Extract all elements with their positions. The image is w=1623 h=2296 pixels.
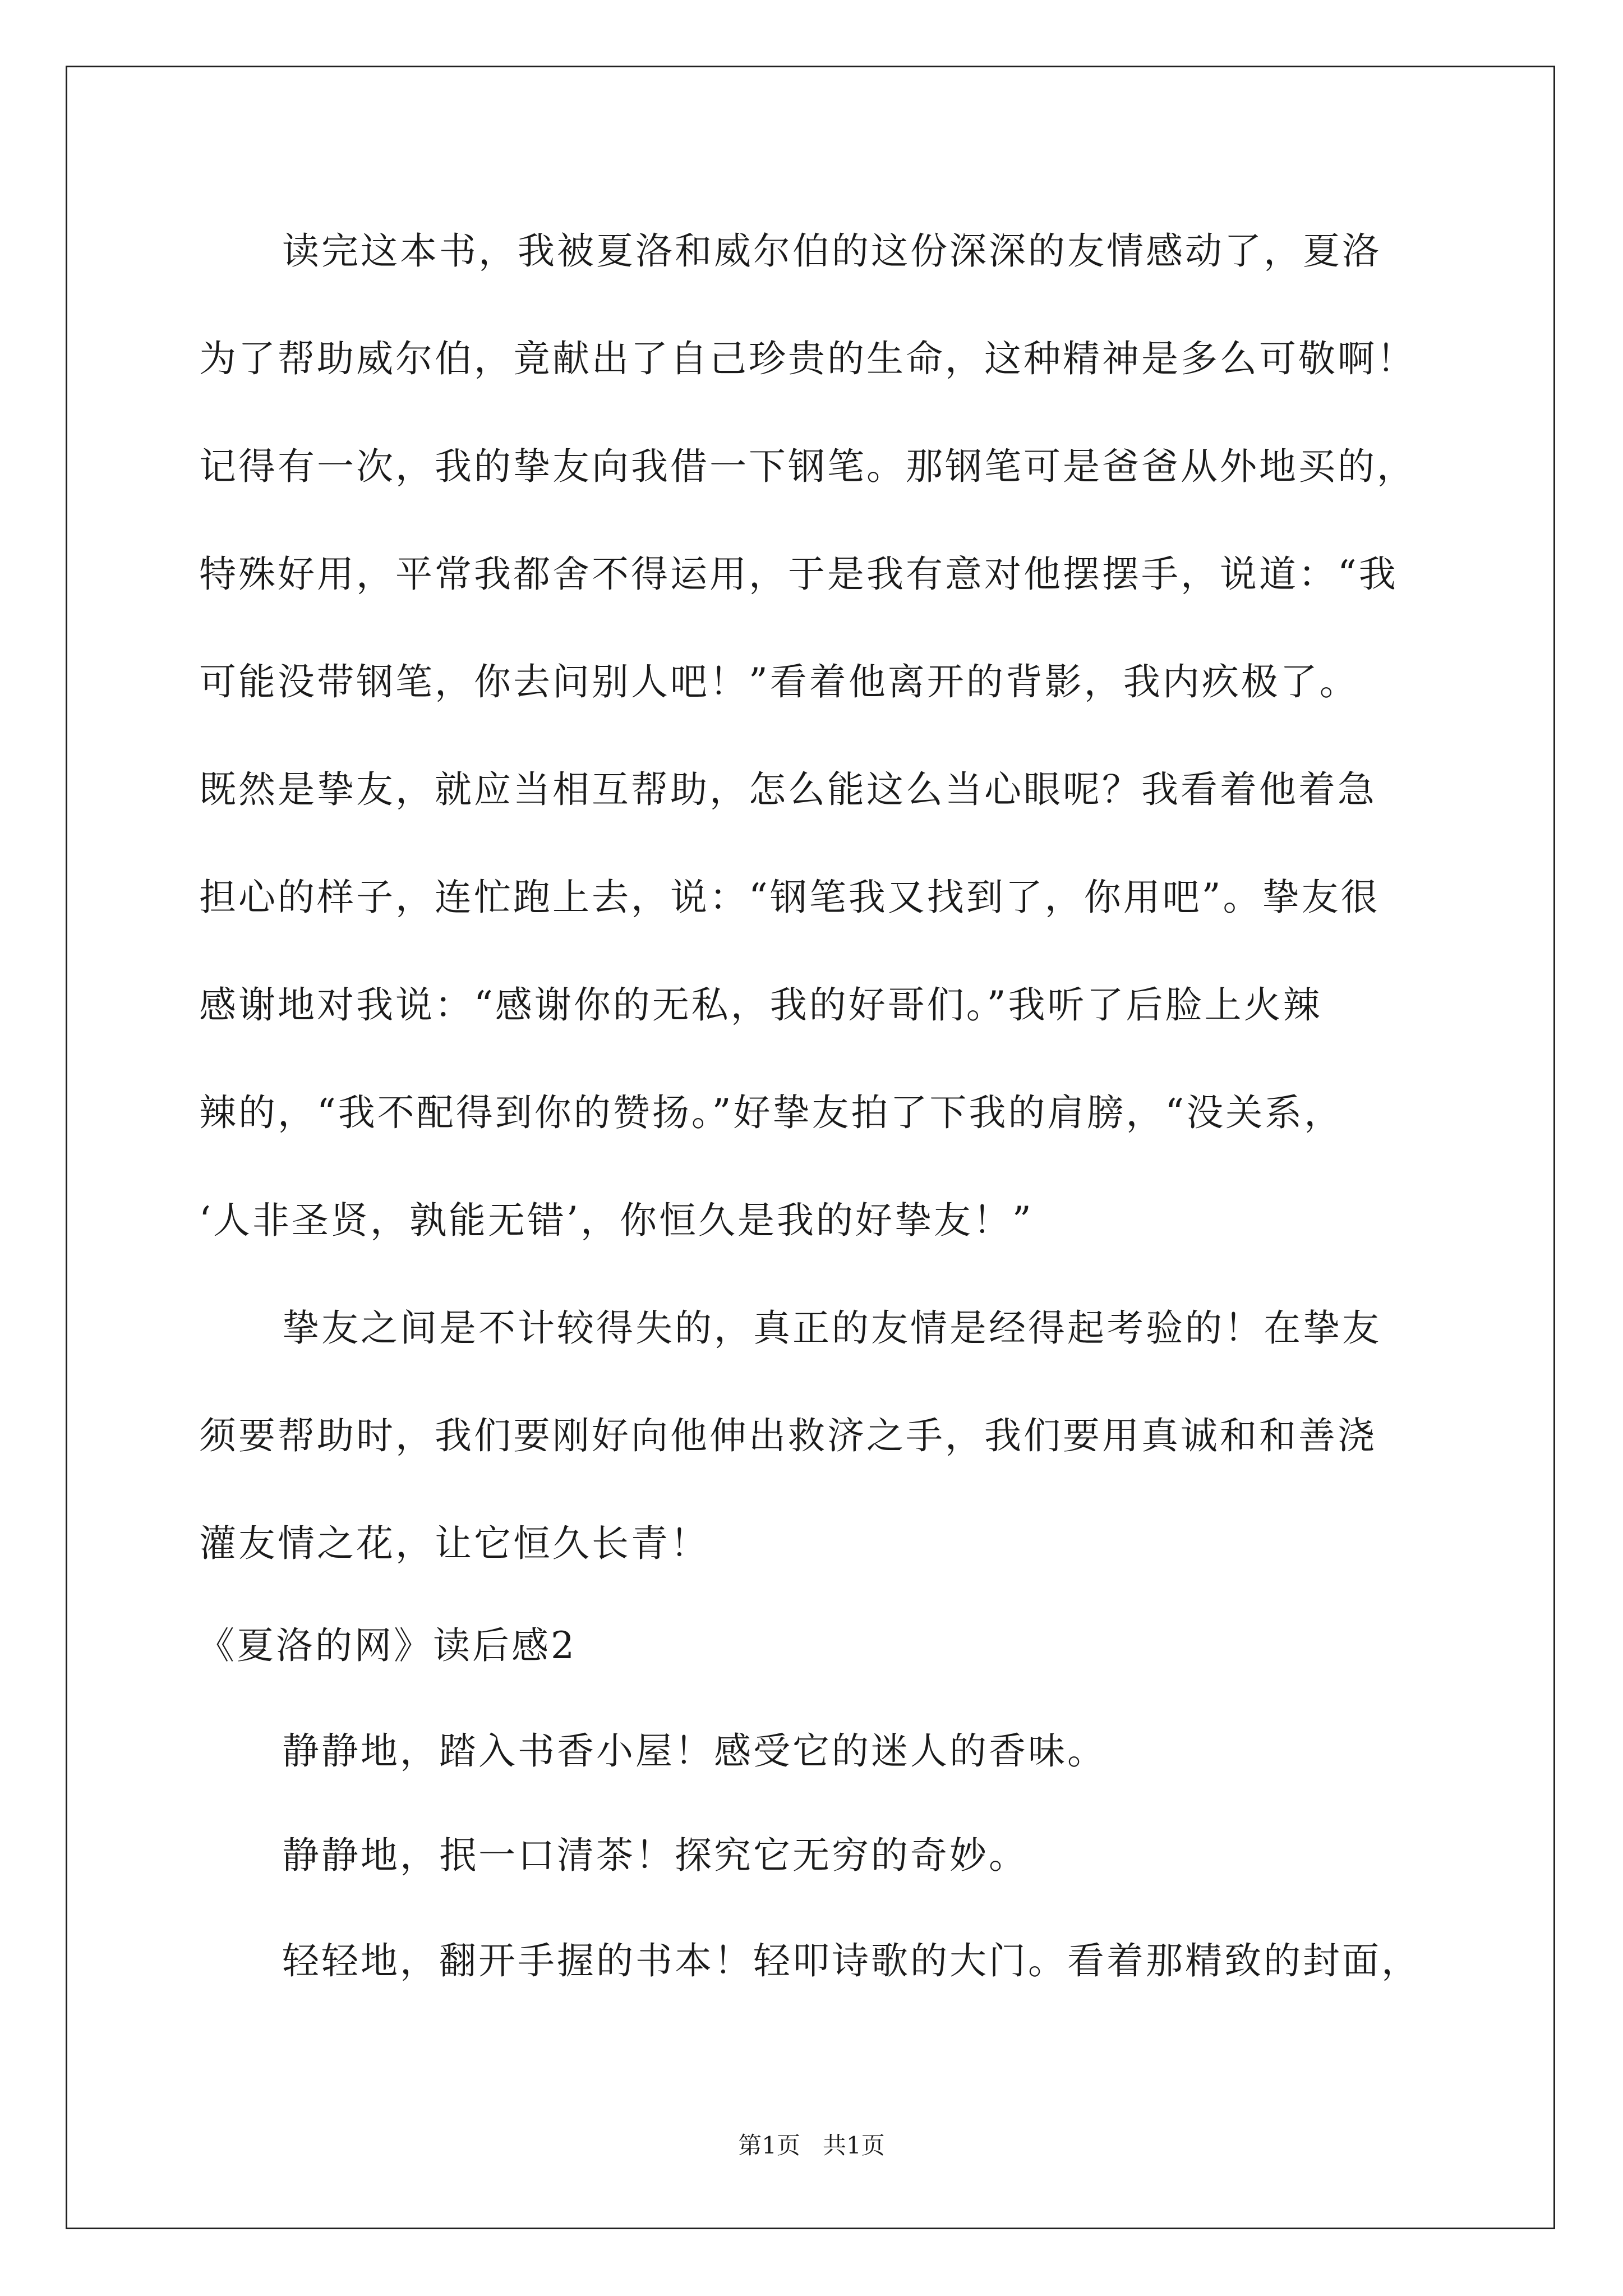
text-line: 挚友之间是不计较得失的，真正的友情是经得起考验的！在挚友 — [282, 1306, 1381, 1350]
section-heading: 《夏洛的网》读后感2 — [197, 1624, 577, 1667]
text-line: 特殊好用，平常我都舍不得运用，于是我有意对他摆摆手，说道：“我 — [199, 553, 1398, 596]
text-line: 为了帮助威尔伯，竟献出了自己珍贵的生命，这种精神是多么可敬啊！ — [199, 337, 1416, 380]
text-line: 担心的样子，连忙跑上去，说：“钢笔我又找到了，你用吧”。挚友很 — [199, 876, 1380, 919]
text-line: 静静地，抿一口清茶！探究它无穷的奇妙。 — [282, 1834, 1028, 1877]
text-line: 可能没带钢笔，你去问别人吧！”看着他离开的背影，我内疚极了。 — [199, 660, 1359, 703]
text-line: 感谢地对我说：“感谢你的无私，我的好哥们。”我听了后脸上火辣 — [199, 983, 1322, 1027]
text-line: 辣的，“我不配得到你的赞扬。”好挚友拍了下我的肩膀，“没关系， — [199, 1091, 1344, 1134]
page-border — [66, 66, 1555, 2229]
text-line: 须要帮助时，我们要刚好向他伸出救济之手，我们要用真诚和和善浇 — [199, 1414, 1377, 1457]
text-line: 轻轻地，翻开手握的书本！轻叩诗歌的大门。看着那精致的封面， — [282, 1939, 1421, 1982]
text-line: 静静地，踏入书香小屋！感受它的迷人的香味。 — [282, 1729, 1106, 1773]
text-line: 读完这本书，我被夏洛和威尔伯的这份深深的友情感动了，夏洛 — [282, 229, 1381, 273]
page-footer: 第1页 共1页 — [738, 2132, 885, 2159]
text-line: ‘人非圣贤，孰能无错’，你恒久是我的好挚友！” — [199, 1199, 1034, 1242]
text-line: 灌友情之花，让它恒久长青！ — [199, 1522, 709, 1565]
text-line: 记得有一次，我的挚友向我借一下钢笔。那钢笔可是爸爸从外地买的， — [199, 445, 1416, 488]
text-line: 既然是挚友，就应当相互帮助，怎么能这么当心眼呢？我看着他着急 — [199, 768, 1377, 811]
